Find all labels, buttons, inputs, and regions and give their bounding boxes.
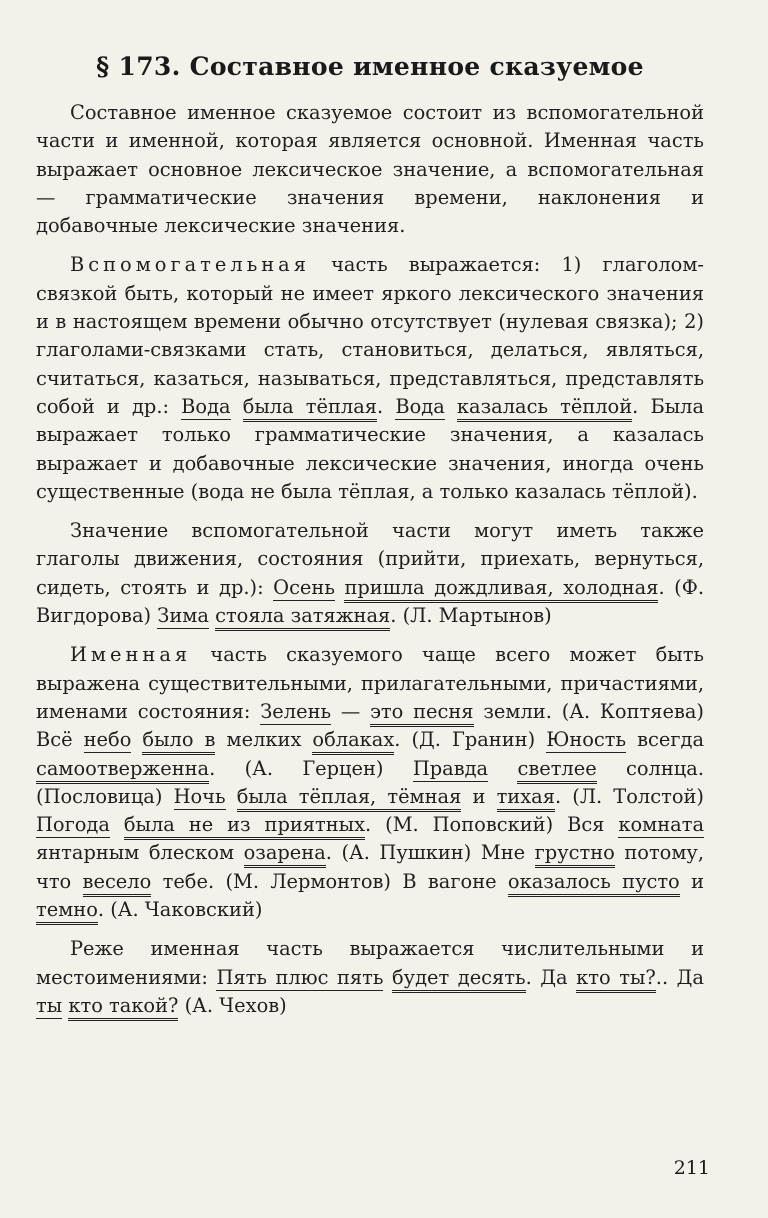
- text-run: (Пословица): [36, 784, 174, 808]
- subject-underline: ты: [36, 993, 63, 1017]
- example-text: янтарным блеском: [36, 841, 244, 865]
- predicate-underline: облаках: [312, 728, 394, 755]
- example-text: земли.: [473, 699, 552, 723]
- text-run: . (М. Поповский): [365, 813, 568, 837]
- subject-underline: Осень: [273, 575, 335, 599]
- predicate-underline: самоотверженна: [36, 757, 209, 784]
- subject-underline: Юность: [546, 728, 627, 752]
- text-run: (А. Чехов): [178, 993, 287, 1017]
- example-text: прийти, приехать, вернуться, сидеть, стоять: [36, 547, 705, 599]
- text-run: . (Ф. Вигдорова): [36, 575, 705, 628]
- paragraph-nominal-part: [36, 641, 704, 924]
- text-run: и др.:: [94, 394, 182, 418]
- predicate-underline: темно: [36, 898, 98, 925]
- predicate-underline: пришла дождливая, холодная: [344, 576, 658, 603]
- predicate-underline: казалась тёплой: [457, 395, 632, 422]
- predicate-underline: оказалось пусто: [508, 870, 680, 897]
- subject-underline: комната: [618, 813, 705, 837]
- predicate-underline: была тёплая: [243, 395, 377, 422]
- text-run: [131, 728, 142, 751]
- text-run: , который не имеет яркого лексического значения и в настоящем времени обычно отсутствует (нулевая связка); 2) глаголами-связками: [36, 281, 704, 362]
- text-run: .: [525, 965, 541, 989]
- example-text: Да: [540, 965, 577, 989]
- text-run: . (Л. Толстой): [554, 784, 704, 808]
- example-text: и: [679, 869, 704, 893]
- paragraph-auxiliary-part: [36, 251, 704, 506]
- predicate-underline: озарена: [244, 841, 326, 868]
- predicate-underline: стояла затяжная: [215, 604, 390, 631]
- text-run: [445, 395, 457, 418]
- subject-underline: Правда: [412, 756, 489, 780]
- example-text: солнца.: [596, 756, 704, 780]
- predicate-underline: было в: [142, 728, 215, 755]
- subject-underline: Ночь: [173, 784, 226, 808]
- example-text: —: [331, 699, 371, 723]
- subject-underline: Зима: [157, 604, 209, 628]
- page-content: [36, 52, 704, 1031]
- example-text: и: [461, 784, 497, 808]
- subject-underline: Пять плюс пять: [216, 965, 384, 989]
- example-text: Была: [650, 394, 705, 418]
- predicate-underline: это песня: [370, 700, 473, 727]
- predicate-underline: будет десять: [392, 966, 526, 993]
- example-text: мелких: [215, 728, 313, 752]
- text-run: Реже именная часть выражается числительными и местоимениями:: [36, 937, 704, 989]
- example-text: потому, что: [36, 841, 705, 893]
- text-run: [110, 813, 124, 836]
- text-run: выражает только грамматические значения, а: [36, 423, 613, 447]
- text-run: [383, 966, 392, 989]
- example-text: В вагоне: [402, 869, 508, 893]
- spaced-term: Вспомогательная: [70, 253, 310, 277]
- spaced-term: Именная: [70, 643, 192, 667]
- example-text: казалась: [612, 423, 704, 447]
- paragraph-motion-verbs: [36, 517, 704, 630]
- text-run: . (А. Герцен): [209, 756, 413, 780]
- text-run: . (Л. Мартынов): [390, 604, 552, 628]
- predicate-underline: была тёплая, тёмная: [237, 785, 462, 812]
- example-text: стать, становиться, делаться, являться, считаться, казаться, называться, представляться, представлять собой: [36, 338, 704, 418]
- text-run: . (Д. Гранин): [394, 728, 547, 752]
- example-text: быть: [124, 281, 173, 305]
- text-run: выражает и добавочные лексические значения, иногда очень существенные (вода не была тёплая, а только казалась тёплой).: [36, 451, 704, 503]
- text-run: Значение вспомогательной части могут иметь также глаголы движения, состояния (: [36, 519, 704, 571]
- subject-underline: небо: [83, 728, 132, 752]
- predicate-underline: грустно: [535, 841, 615, 868]
- paragraph-numerals-pronouns: [36, 935, 704, 1020]
- subject-underline: Вода: [395, 394, 445, 418]
- text-run: . (А. Чаковский): [97, 898, 263, 922]
- example-text: Вся: [567, 813, 619, 837]
- example-text: всегда: [626, 728, 705, 752]
- text-run: часть выражается: 1) глаголом-связкой: [36, 253, 704, 305]
- text-run: [231, 395, 243, 418]
- subject-underline: Погода: [36, 813, 110, 837]
- text-run: [335, 576, 345, 599]
- example-text: Всё: [36, 728, 84, 752]
- example-text: Мне: [480, 841, 535, 865]
- predicate-underline: тихая: [497, 785, 555, 812]
- subject-underline: Зелень: [260, 699, 332, 723]
- paragraph-definition: [36, 99, 704, 240]
- text-run: .: [377, 394, 396, 418]
- text-run: и др.):: [186, 575, 274, 599]
- predicate-underline: была не из приятных: [124, 813, 365, 840]
- text-run: [488, 757, 517, 780]
- text-run: . (А. Пушкин): [325, 841, 481, 865]
- predicate-underline: светлее: [517, 757, 596, 784]
- example-text: тебе.: [151, 869, 215, 893]
- section-title: § 173. Составное именное сказуемое: [96, 52, 644, 81]
- predicate-underline: кто такой?: [68, 994, 178, 1021]
- text-run: часть сказуемого чаще всего может быть выражена существительными, прилагательными, причастиями, именами состояния:: [36, 643, 704, 723]
- text-run: .: [632, 394, 651, 418]
- predicate-underline: весело: [83, 870, 152, 897]
- text-run: (А. Коптяева): [551, 699, 704, 723]
- example-text: .. Да: [655, 965, 704, 989]
- page-number: 211: [673, 1157, 710, 1179]
- subject-underline: Вода: [181, 394, 231, 418]
- predicate-underline: кто ты?: [576, 966, 656, 993]
- text-run: Составное именное сказуемое состоит из вспомогательной части и именной, которая является основной. Именная часть выражает основное лексическое значение, а вспомогательная — грамматические значения времени, наклонения и добавочные лексические значения.: [36, 101, 704, 238]
- text-run: (М. Лермонтов): [214, 869, 403, 893]
- text-run: [226, 785, 237, 808]
